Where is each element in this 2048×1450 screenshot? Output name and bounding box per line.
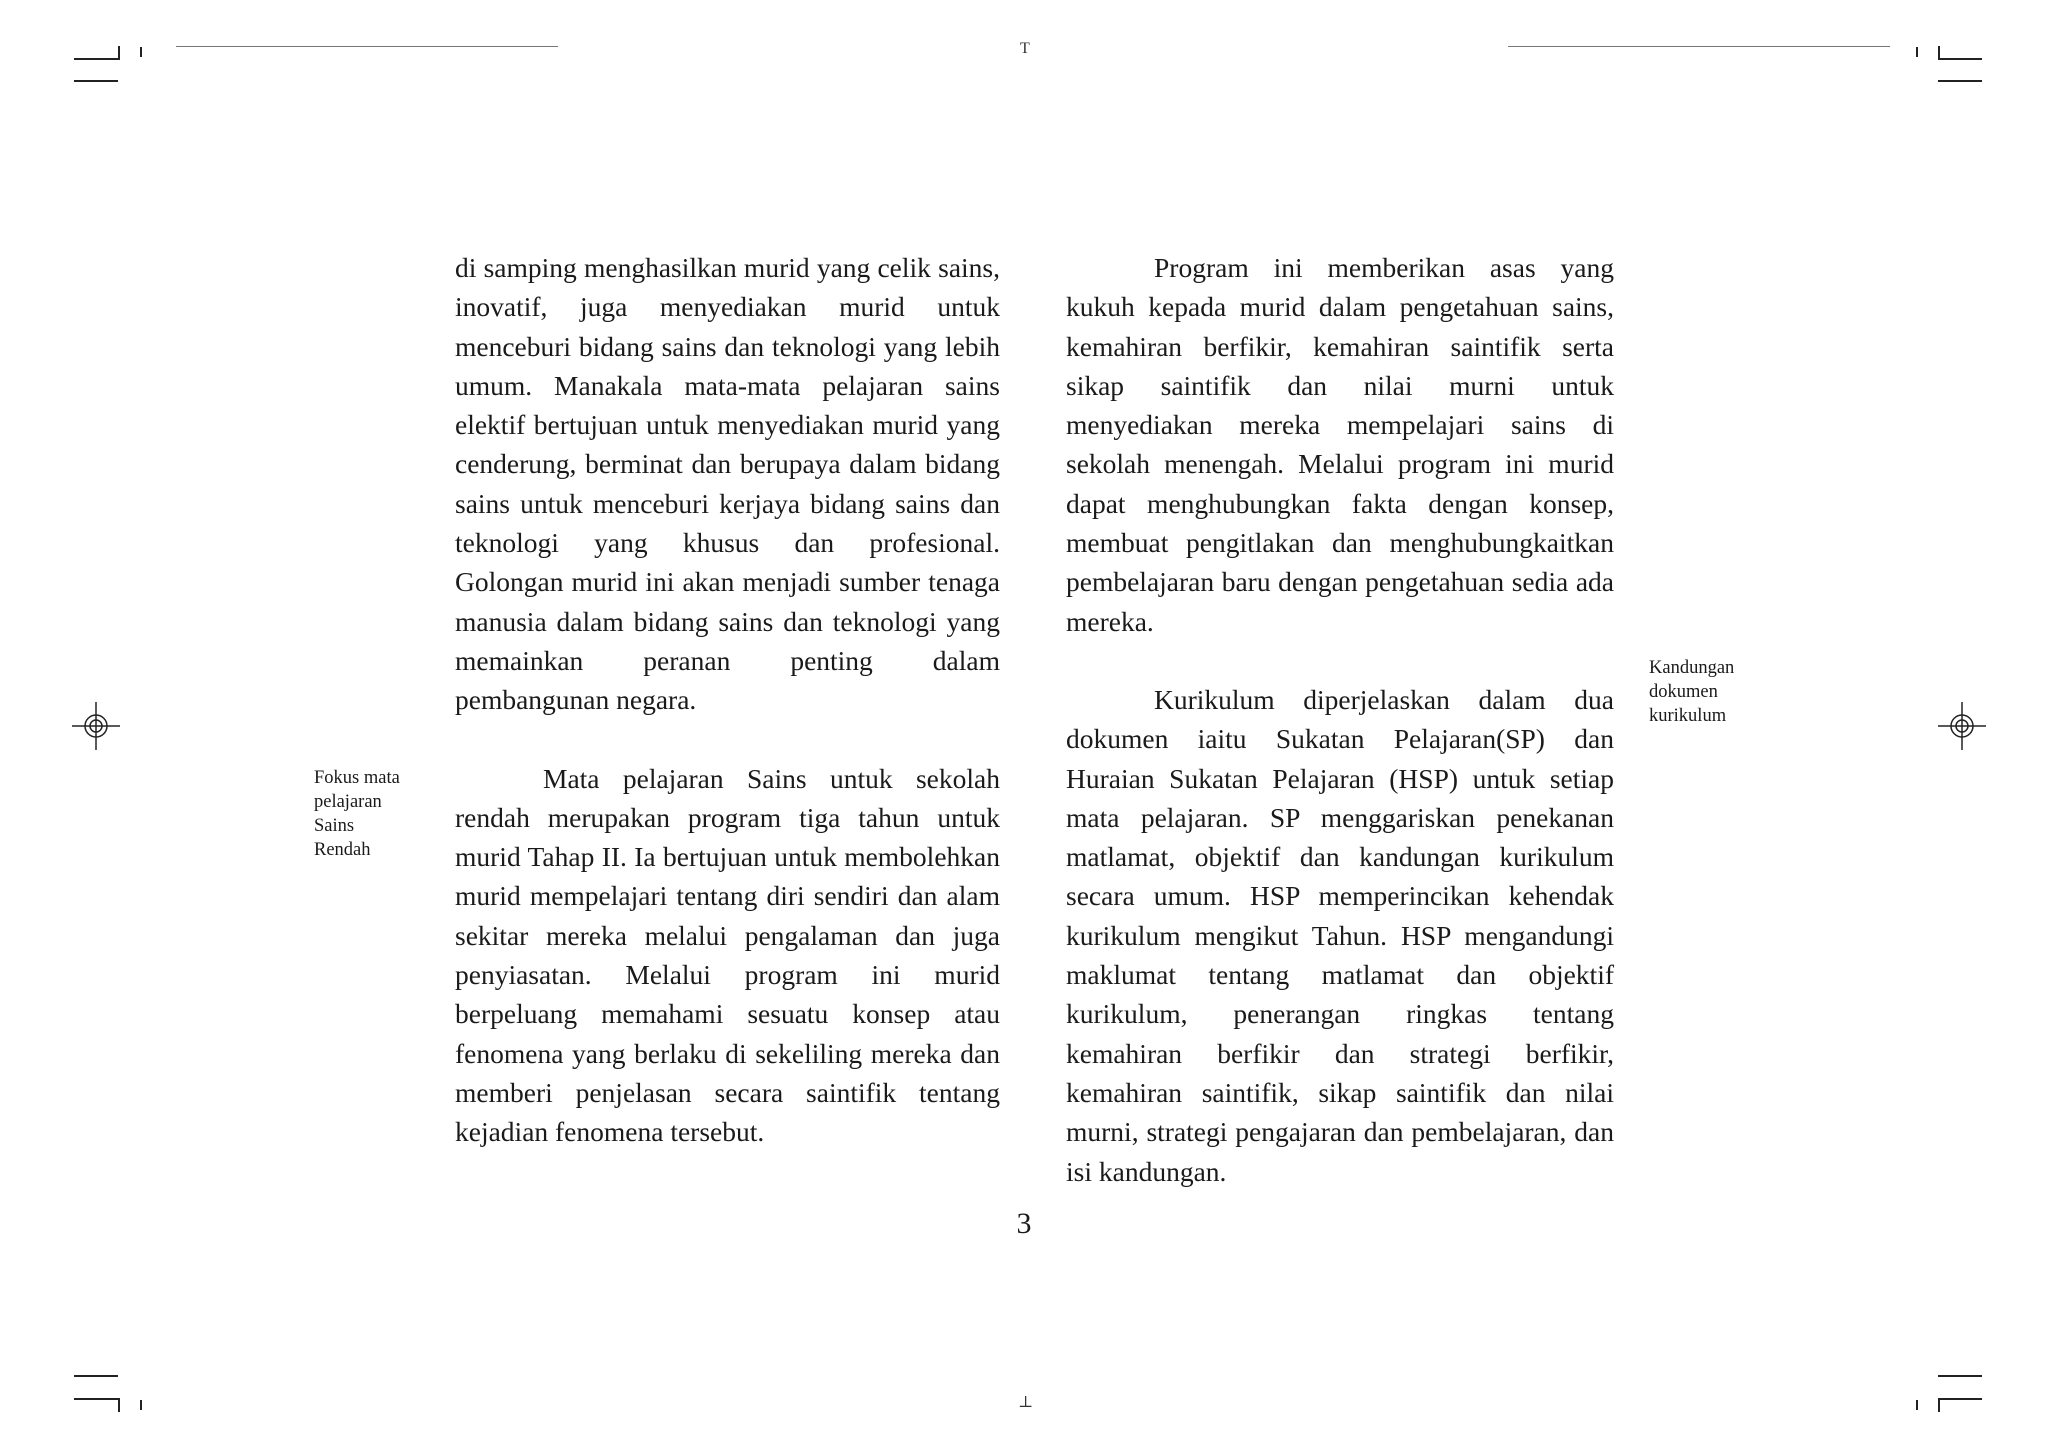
crop-mark [74,80,118,82]
crop-mark [74,58,118,60]
crop-mark [118,46,120,60]
rule-line [1508,46,1890,47]
page-number: 3 [1016,1207,1032,1240]
body-paragraph: Program ini memberikan asas yang kukuh kepada murid dalam pengetahuan sains, kemahiran berfikir, kemahiran saintifik serta sikap saintifik dan nilai murni untuk menyediakan mereka mempelajari sains di sekolah menengah. Melalui program ini murid dapat menghubungkan fakta dengan konsep, membuat pengitlakan dan menghubungkaitkan pembelajaran baru dengan pengetahuan sedia ada mereka. [1066,252,1614,637]
body-paragraph: Mata pelajaran Sains untuk sekolah rendah merupakan program tiga tahun untuk murid Tahap II. Ia bertujuan untuk membolehkan murid mempelajari tentang diri sendiri dan alam sekitar mereka melalui pengalaman dan juga penyiasatan. Melalui program ini murid berpeluang memahami sesuatu konsep atau fenomena yang berlaku di sekeliling mereka dan memberi penjelasan secara saintifik tentang kejadian fenomena tersebut. [455,762,1000,1148]
crop-mark [140,1400,142,1410]
crop-mark [140,47,142,57]
margin-note-line: Fokus mata [314,768,400,788]
margin-note-right [1649,656,1779,728]
left-column [455,248,1000,1152]
margin-note-left [314,766,444,862]
crop-mark [1938,58,1982,60]
bottom-center-mark: ⊥ [1018,1394,1034,1411]
margin-note-line: kurikulum [1649,706,1727,726]
margin-note-line: Kandungan [1649,658,1735,678]
crop-mark [74,1398,118,1400]
crop-mark [1938,1398,1940,1412]
crop-mark [1938,80,1982,82]
crop-mark [1916,47,1918,57]
body-paragraph: di samping menghasilkan murid yang celik sains, inovatif, juga menyediakan murid untuk menceburi bidang sains dan teknologi yang lebih umum. Manakala mata-mata pelajaran sains elektif bertujuan untuk menyediakan murid yang cenderung, berminat dan berupaya dalam bidang sains untuk menceburi kerjaya bidang sains dan teknologi yang khusus dan profesional. Golongan murid ini akan menjadi sumber tenaga manusia dalam bidang sains dan teknologi yang memainkan peranan penting dalam pembangunan negara. [455,252,1000,716]
margin-note-line: Rendah [314,840,371,860]
crop-mark [1938,1375,1982,1377]
crop-mark [1938,1398,1982,1400]
margin-note-line: pelajaran [314,792,382,812]
right-column [1066,248,1614,1191]
crop-mark [118,1398,120,1412]
margin-note-line: Sains [314,816,355,836]
crop-mark [74,1375,118,1377]
crop-mark [1916,1400,1918,1410]
margin-note-line: dokumen [1649,682,1718,702]
top-center-mark: T [1020,40,1030,57]
rule-line [176,46,558,47]
registration-mark-icon [1938,702,1986,750]
registration-mark-icon [72,702,120,750]
body-paragraph: Kurikulum diperjelaskan dalam dua dokumen iaitu Sukatan Pelajaran(SP) dan Huraian Sukatan Pelajaran (HSP) untuk setiap mata pelajaran. SP menggariskan penekanan matlamat, objektif dan kandungan kurikulum secara umum. HSP memperincikan kehendak kurikulum mengikut Tahun. HSP mengandungi maklumat tentang matlamat dan objektif kurikulum, penerangan ringkas tentang kemahiran berfikir dan strategi berfikir, kemahiran saintifik, sikap saintifik dan nilai murni, strategi pengajaran dan pembelajaran, dan isi kandungan. [1066,683,1614,1187]
